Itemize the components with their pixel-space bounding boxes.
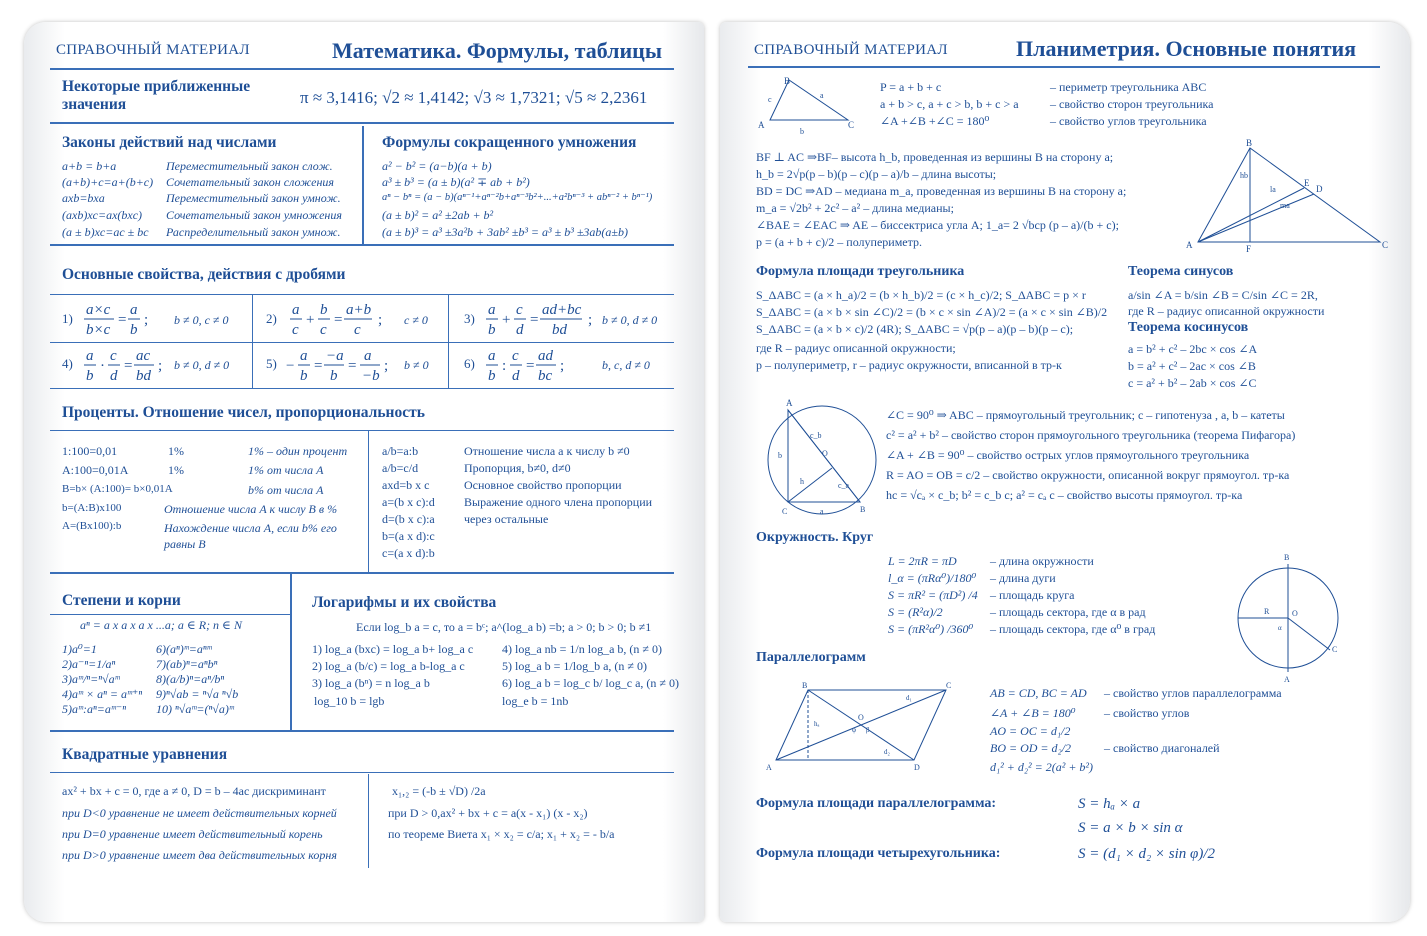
law-desc: Сочетательный закон умножения <box>166 208 342 222</box>
svg-text:b: b <box>130 322 138 338</box>
power-rule: 7)(ab)ⁿ=aⁿbⁿ <box>156 657 218 671</box>
svg-text:=: = <box>124 358 133 374</box>
svg-text:b: b <box>320 302 328 318</box>
svg-text:ad+bc: ad+bc <box>542 302 582 318</box>
svg-text:−: − <box>286 358 295 374</box>
percent-desc: Нахождение числа A, если b% его равны B <box>164 521 337 551</box>
log-rule: 6) log_a b = log_c b/ log_c a, (n ≠ 0) <box>502 676 679 690</box>
svg-text:C: C <box>1332 645 1338 654</box>
fraction-number: 1) <box>62 311 73 326</box>
svg-text:la: la <box>1270 185 1276 194</box>
fraction-6-expr <box>484 345 584 385</box>
divider <box>748 66 1380 68</box>
svg-text:φ: φ <box>852 726 857 734</box>
para-area-formula: S = hₐ × a <box>1078 796 1141 812</box>
divider <box>50 572 674 574</box>
divider <box>50 294 674 295</box>
percent-formula: b=(A:B)x100 <box>62 502 122 514</box>
svg-text:c_a: c_a <box>838 481 850 490</box>
log-rule: log_e b = 1nb <box>502 694 569 708</box>
para-area-heading: Формула площади параллелограмма: <box>756 796 997 811</box>
log-rule: 2) log_a (b/c) = log_a b-log_a c <box>312 659 465 673</box>
right-tri-row: R = AO = OB = c/2 – свойство окружности, описанной вокруг прямоугол. тр-ка <box>886 468 1290 482</box>
svg-text:−b: −b <box>362 368 380 384</box>
svg-text:O: O <box>822 449 828 458</box>
svg-text:b: b <box>488 322 496 338</box>
svg-text:bd: bd <box>136 368 151 384</box>
svg-text:F: F <box>1246 244 1252 254</box>
area-row: S_ΔABC = (a × b × c)/2 (4R); S_ΔABC = √p(p – a)(p – b)(p – c); <box>756 322 1074 336</box>
tri-line: BF ⊥ AC ⇒BF– высота h_b, проведенная из вершины B на сторону a; <box>756 150 1114 164</box>
para-formula: ∠A + ∠B = 180⁰ <box>990 706 1076 720</box>
divider <box>50 614 290 615</box>
svg-text:d: d <box>512 368 520 384</box>
tri-line: ∠BAE = ∠EAC ⇒ AE – биссектриса угла A; 1_a= 2 √bcp (p – a)/(b + c); <box>756 218 1119 232</box>
laws-heading: Законы действий над числами <box>62 134 277 151</box>
para-area-formula: S = a × b × sin α <box>1078 820 1183 836</box>
percent-heading: Проценты. Отношение чисел, пропорциональность <box>62 404 425 421</box>
para-formula: AB = CD, BC = AD <box>990 686 1087 700</box>
divider <box>368 430 369 572</box>
svg-text:;: ; <box>378 312 383 328</box>
svg-text:c: c <box>292 322 299 338</box>
tri-formula: ∠A +∠B +∠C = 180⁰ <box>880 114 990 128</box>
powers-heading: Степени и корни <box>62 592 181 609</box>
power-rule: 3)aᵐ/ⁿ=ⁿ√aᵐ <box>62 672 120 686</box>
svg-text:b: b <box>800 127 804 136</box>
quad-area-heading: Формула площади четырехугольника: <box>756 846 1001 861</box>
approx-heading: Некоторые приближенные значения <box>62 78 251 113</box>
svg-text:ac: ac <box>136 348 151 364</box>
proportion-formula: d=(b x c):a <box>382 512 435 526</box>
right-tri-row: c² = a² + b² – свойство сторон прямоугольного треугольника (теорема Пифагора) <box>886 428 1296 442</box>
right-tri-row: ∠C = 90⁰ ⇒ ABC – прямоугольный треугольник; c – гипотенуза , a, b – катеты <box>886 408 1285 422</box>
proportion-desc: через остальные <box>464 512 549 526</box>
svg-text::: : <box>502 358 507 374</box>
svg-text:ad: ad <box>538 348 553 364</box>
svg-text:=: = <box>526 358 535 374</box>
circle-desc: – площадь сектора, где α в рад <box>990 605 1146 619</box>
divider <box>50 342 674 343</box>
svg-text:c: c <box>768 95 772 104</box>
fraction-condition: b ≠ 0, c ≠ 0 <box>174 313 229 327</box>
right-page <box>720 22 1410 922</box>
fraction-number: 3) <box>464 311 475 326</box>
law-formula: (a ± b)xc=ac ± bc <box>62 225 149 239</box>
quad-row: при D>0 уравнение имеет два действительных корня <box>62 848 337 862</box>
sines-heading: Теорема синусов <box>1128 264 1234 279</box>
svg-text:c_b: c_b <box>810 431 822 440</box>
quad-row: x₁,₂ = (-b ± √D) /2a <box>392 784 486 798</box>
power-rule: 8)(a/b)ⁿ=aⁿ/bⁿ <box>156 672 225 686</box>
right-tri-row: hc = √cₐ × c_b; b² = c_b c; a² = cₐ c – свойство высоты прямоугол. тр-ка <box>886 488 1243 502</box>
triangle-figure <box>756 78 876 138</box>
svg-text:=: = <box>314 358 323 374</box>
divider <box>290 574 292 730</box>
right-tri-row: ∠A + ∠B = 90⁰ – свойство острых углов прямоугольного треугольника <box>886 448 1250 462</box>
svg-text:=: = <box>334 312 343 328</box>
svg-text:;: ; <box>158 358 163 374</box>
svg-text:E: E <box>1304 178 1310 188</box>
svg-text:c: c <box>516 302 523 318</box>
para-desc: – свойство углов <box>1104 706 1190 720</box>
law-desc: Распределительный закон умнож. <box>166 225 341 239</box>
circle-formula: L = 2πR = πD <box>888 554 957 568</box>
area-row: S_ΔABC = (a × b × sin ∠C)/2 = (b × c × sin ∠A)/2 = (a × c × sin ∠B)/2 <box>756 305 1108 319</box>
percent-formula: A=(Bx100):b <box>62 520 122 532</box>
cosines-row: c = a² + b² – 2ab × cos ∠C <box>1128 376 1257 390</box>
abbr-row: (a ± b)³ = a³ ±3a²b + 3ab² ±b³ = a³ ± b³ ±3ab(a±b) <box>382 225 628 239</box>
sines-row: где R – радиус описанной окружности <box>1128 304 1325 318</box>
right-triangle-circle-figure <box>760 398 890 528</box>
tri-formula: a + b > c, a + c > b, b + c > a <box>880 97 1019 111</box>
svg-text:h: h <box>800 477 804 486</box>
svg-text:A: A <box>1284 675 1290 684</box>
cosines-row: b = a² + c² – 2ac × cos ∠B <box>1128 359 1256 373</box>
svg-text:β: β <box>866 726 870 734</box>
svg-text:c: c <box>320 322 327 338</box>
percent-desc: 1% – один процент <box>248 444 348 458</box>
svg-text:bc: bc <box>538 368 553 384</box>
sines-row: a/sin ∠A = b/sin ∠B = C/sin ∠C = 2R, <box>1128 288 1318 302</box>
fraction-condition: c ≠ 0 <box>404 313 428 327</box>
tri-desc: – периметр треугольника ABC <box>1050 80 1207 94</box>
percent-formula: 1:100=0,01 <box>62 444 118 458</box>
divider <box>50 388 674 389</box>
tri-formula: P = a + b + c <box>880 80 942 94</box>
svg-text:B: B <box>1246 138 1253 148</box>
proportion-formula: b=(a x d):c <box>382 529 435 543</box>
proportion-formula: a/b=c/d <box>382 461 419 475</box>
para-formula: d₁² + d₂² = 2(a² + b²) <box>990 760 1094 774</box>
svg-text:O: O <box>858 713 864 722</box>
power-rule: 10) ⁿ√aᵐ=(ⁿ√a)ᵐ <box>156 702 234 716</box>
circle-heading: Окружность. Круг <box>756 530 874 545</box>
tri-line: p = (a + b + c)/2 – полупериметр. <box>756 235 923 249</box>
proportion-formula: axd=b x c <box>382 478 430 492</box>
svg-text:B: B <box>1284 553 1290 562</box>
svg-text:a: a <box>820 91 824 100</box>
divider <box>448 294 449 388</box>
svg-text:α: α <box>1278 624 1282 632</box>
divider <box>50 772 674 773</box>
svg-text:a: a <box>820 507 824 516</box>
svg-text:;: ; <box>384 358 389 374</box>
svg-text:b: b <box>778 451 782 460</box>
svg-text:·: · <box>100 358 105 374</box>
abbr-row: (a ± b)² = a² ±2ab + b² <box>382 208 494 222</box>
powers-definition: aⁿ = a x a x a x ...a; a ∈ R; n ∈ N <box>80 618 242 632</box>
fraction-number: 5) <box>266 356 277 371</box>
percent-desc: 1% от числа A <box>248 463 324 477</box>
tri-desc: – свойство сторон треугольника <box>1050 97 1214 111</box>
divider <box>50 68 674 70</box>
law-formula: axb=bxa <box>62 191 105 205</box>
svg-text:=: = <box>348 358 357 374</box>
law-formula: (a+b)+c=a+(b+c) <box>62 175 154 189</box>
power-rule: 6)(aⁿ)ᵐ=aⁿᵐ <box>156 642 212 656</box>
svg-text:ma: ma <box>1280 201 1290 210</box>
svg-text:+: + <box>306 312 315 328</box>
left-page <box>24 22 704 922</box>
svg-text:C: C <box>946 681 952 690</box>
circle-formula: l_α = (πRα⁰)/180⁰ <box>888 571 977 585</box>
svg-text:a: a <box>130 302 138 318</box>
svg-text:A: A <box>786 398 793 408</box>
abbr-row: aⁿ − bⁿ = (a − b)(aⁿ⁻¹+aⁿ⁻²b+aⁿ⁻³b²+...+a²bⁿ⁻³ + abⁿ⁻² + bⁿ⁻¹) <box>382 192 653 203</box>
svg-text:a: a <box>300 348 308 364</box>
circle-formula: S = (R²α)/2 <box>888 605 943 619</box>
area-row: где R – радиус описанной окружности; <box>756 341 956 355</box>
svg-text:c: c <box>512 348 519 364</box>
power-rule: 5)aᵐ:aⁿ=aᵐ⁻ⁿ <box>62 702 126 716</box>
law-desc: Переместительный закон слож. <box>166 159 333 173</box>
tri-line: h_b = 2√p(p – b)(p – c)(p – a)/b – длина высоты; <box>756 167 997 181</box>
percent-value: 1% <box>168 444 184 458</box>
quad-row: при D<0 уравнение не имеет действительных корней <box>62 806 337 820</box>
cosines-row: a = b² + c² – 2bc × cos ∠A <box>1128 342 1258 356</box>
para-desc: – свойство углов параллелограмма <box>1104 686 1282 700</box>
abbr-row: a² − b² = (a−b)(a + b) <box>382 159 492 173</box>
proportion-formula: a=(b x c):d <box>382 495 435 509</box>
circle-desc: – площадь сектора, где α⁰ в град <box>990 622 1156 636</box>
tri-desc: – свойство углов треугольника <box>1050 114 1207 128</box>
svg-text:C: C <box>1382 240 1389 250</box>
fraction-3-expr <box>484 299 604 339</box>
svg-text:d₁: d₁ <box>906 694 912 702</box>
svg-text:d: d <box>110 368 118 384</box>
svg-text:;: ; <box>560 358 565 374</box>
proportion-formula: c=(a x d):b <box>382 546 435 560</box>
svg-text:A: A <box>766 763 772 772</box>
circle-desc: – площадь круга <box>990 588 1075 602</box>
fraction-1-expr <box>82 299 172 339</box>
svg-text:a+b: a+b <box>346 302 372 318</box>
abbr-row: a³ ± b³ = (a ± b)(a² ∓ ab + b²) <box>382 175 530 189</box>
power-rule: 9)ⁿ√ab = ⁿ√a ⁿ√b <box>156 687 239 701</box>
fraction-condition: b ≠ 0 <box>404 358 429 372</box>
svg-text:C: C <box>848 120 855 130</box>
triangle-cevians-figure <box>1184 138 1389 254</box>
svg-text:D: D <box>914 763 920 772</box>
para-formula: AO = OC = d₁/2 <box>990 724 1071 738</box>
left-page-title: Математика. Формулы, таблицы <box>332 38 663 63</box>
divider <box>50 430 674 431</box>
law-desc: Переместительный закон умнож. <box>166 191 341 205</box>
svg-text:b: b <box>330 368 338 384</box>
svg-text:c: c <box>110 348 117 364</box>
fraction-number: 2) <box>266 311 277 326</box>
right-page-title: Планиметрия. Основные понятия <box>1016 36 1357 61</box>
proportion-desc: Пропорция, b≠0, d≠0 <box>464 461 571 475</box>
tri-line: m_a = √2b² + 2c² – a² – длина медианы; <box>756 201 954 215</box>
divider <box>50 730 674 732</box>
power-rule: 1)a⁰=1 <box>62 642 97 656</box>
proportion-desc: Отношение числа a к числу b ≠0 <box>464 444 630 458</box>
fraction-condition: b ≠ 0, d ≠ 0 <box>602 313 658 327</box>
fig-label: B <box>784 76 791 86</box>
svg-text:=: = <box>530 312 539 328</box>
fraction-4-expr <box>82 345 182 385</box>
circle-formula: S = (πR²α⁰) /360⁰ <box>888 622 974 636</box>
tri-line: BD = DC ⇒AD – медиана m_a, проведенная из вершины B на сторону a; <box>756 184 1127 198</box>
fraction-number: 6) <box>464 356 475 371</box>
circle-desc: – длина дуги <box>990 571 1056 585</box>
svg-text:B: B <box>802 681 808 690</box>
percent-formula: B=b× (A:100)= b×0,01A <box>62 483 173 495</box>
area-heading: Формула площади треугольника <box>756 264 965 279</box>
svg-text:B: B <box>860 505 866 514</box>
proportion-desc: Выражение одного члена пропорции <box>464 495 653 509</box>
quad-row: при D > 0,ax² + bx + c = a(x - x₁) (x - x₂) <box>388 806 588 820</box>
abbr-heading: Формулы сокращенного умножения <box>382 134 637 151</box>
log-rule: log_10 b = lgb <box>314 694 385 708</box>
svg-text:b: b <box>488 368 496 384</box>
right-kicker: СПРАВОЧНЫЙ МАТЕРИАЛ <box>754 42 948 58</box>
svg-text:c: c <box>354 322 361 338</box>
svg-text:b×c: b×c <box>86 322 111 338</box>
svg-text:a: a <box>364 348 372 364</box>
svg-text:D: D <box>1316 184 1323 194</box>
svg-text:a: a <box>488 302 496 318</box>
log-rule: 3) log_a (bⁿ) = n log_a b <box>312 676 430 690</box>
fraction-2-expr <box>288 299 398 339</box>
svg-text:hₐ: hₐ <box>814 720 820 728</box>
percent-formula: A:100=0,01A <box>62 463 129 477</box>
svg-text:A: A <box>758 120 765 130</box>
svg-text:a: a <box>292 302 300 318</box>
svg-text:;: ; <box>588 312 593 328</box>
svg-text:C: C <box>782 507 788 516</box>
quad-row: при D=0 уравнение имеет действительный корень <box>62 827 323 841</box>
quad-heading: Квадратные уравнения <box>62 746 228 763</box>
svg-text:b: b <box>86 368 94 384</box>
area-row: S_ΔABC = (a × h_a)/2 = (b × h_b)/2 = (c × h_c)/2; S_ΔABC = p × r <box>756 288 1086 302</box>
power-rule: 2)a⁻ⁿ=1/aⁿ <box>62 657 116 671</box>
circle-desc: – длина окружности <box>990 554 1094 568</box>
svg-text:a: a <box>86 348 94 364</box>
parallelogram-figure <box>766 682 966 772</box>
divider <box>50 244 674 246</box>
divider <box>252 294 253 388</box>
left-kicker: СПРАВОЧНЫЙ МАТЕРИАЛ <box>56 42 250 58</box>
power-rule: 4)aᵐ × aⁿ = aᵐ⁺ⁿ <box>62 687 143 701</box>
proportion-formula: a/b=a:b <box>382 444 419 458</box>
percent-desc: b% от числа A <box>248 483 324 497</box>
svg-text:a: a <box>488 348 496 364</box>
svg-text:d₂: d₂ <box>884 748 890 756</box>
log-rule: 4) log_a nb = 1/n log_a b, (n ≠ 0) <box>502 642 662 656</box>
svg-text:b: b <box>300 368 308 384</box>
divider <box>362 126 364 244</box>
proportion-desc: Основное свойство пропорции <box>464 478 622 492</box>
divider <box>50 122 674 124</box>
fraction-condition: b, c, d ≠ 0 <box>602 358 650 372</box>
svg-text:;: ; <box>144 312 149 328</box>
quad-row: по теореме Виета x₁ × x₂ = c/a; x₁ + x₂ = - b/a <box>388 827 615 841</box>
law-desc: Сочетательный закон сложения <box>166 175 335 189</box>
circle-formula: S = πR² = (πD²) /4 <box>888 588 978 602</box>
log-rule: 1) log_a (bxc) = log_a b+ log_a c <box>312 642 474 656</box>
quad-row: ax² + bx + c = 0, где a ≠ 0, D = b – 4ac дискриминант <box>62 784 326 798</box>
fractions-heading: Основные свойства, действия с дробями <box>62 266 346 283</box>
svg-text:O: O <box>1292 609 1298 618</box>
svg-text:=: = <box>118 312 127 328</box>
fraction-5-expr <box>286 345 396 385</box>
percent-value: 1% <box>168 463 184 477</box>
logs-intro: Если log_b a = c, то a = bᶜ; a^(log_a b) =b; a > 0; b > 0; b ≠1 <box>356 620 652 634</box>
cosines-heading: Теорема косинусов <box>1128 320 1249 335</box>
fraction-number: 4) <box>62 356 73 371</box>
para-formula: BO = OD = d₂/2 <box>990 741 1072 755</box>
svg-text:R: R <box>1264 607 1270 616</box>
area-row: p – полупериметр, r – радиус окружности, вписанной в тр-к <box>756 358 1062 372</box>
logs-heading: Логарифмы и их свойства <box>312 594 497 611</box>
law-formula: (axb)xc=ax(bxc) <box>62 208 143 222</box>
divider <box>368 774 369 868</box>
svg-text:A: A <box>1186 240 1193 250</box>
circle-figure <box>1234 554 1344 684</box>
svg-text:d: d <box>516 322 524 338</box>
fraction-condition: b ≠ 0, d ≠ 0 <box>174 358 230 372</box>
svg-text:a×c: a×c <box>86 302 111 318</box>
approx-formula: π ≈ 3,1416; √2 ≈ 1,4142; √3 ≈ 1,7321; √5 ≈ 2,2361 <box>300 88 648 107</box>
svg-text:bd: bd <box>552 322 567 338</box>
percent-desc: Отношение числа A к числу B в % <box>164 502 338 516</box>
svg-text:hb: hb <box>1240 171 1248 180</box>
para-desc: – свойство диагоналей <box>1104 741 1220 755</box>
svg-text:+: + <box>502 312 511 328</box>
quad-area-formula: S = (d₁ × d₂ × sin φ)/2 <box>1078 846 1216 862</box>
log-rule: 5) log_a b = 1/log_b a, (n ≠ 0) <box>502 659 647 673</box>
para-heading: Параллелограмм <box>756 650 866 665</box>
svg-text:−a: −a <box>326 348 344 364</box>
law-formula: a+b = b+a <box>62 159 117 173</box>
